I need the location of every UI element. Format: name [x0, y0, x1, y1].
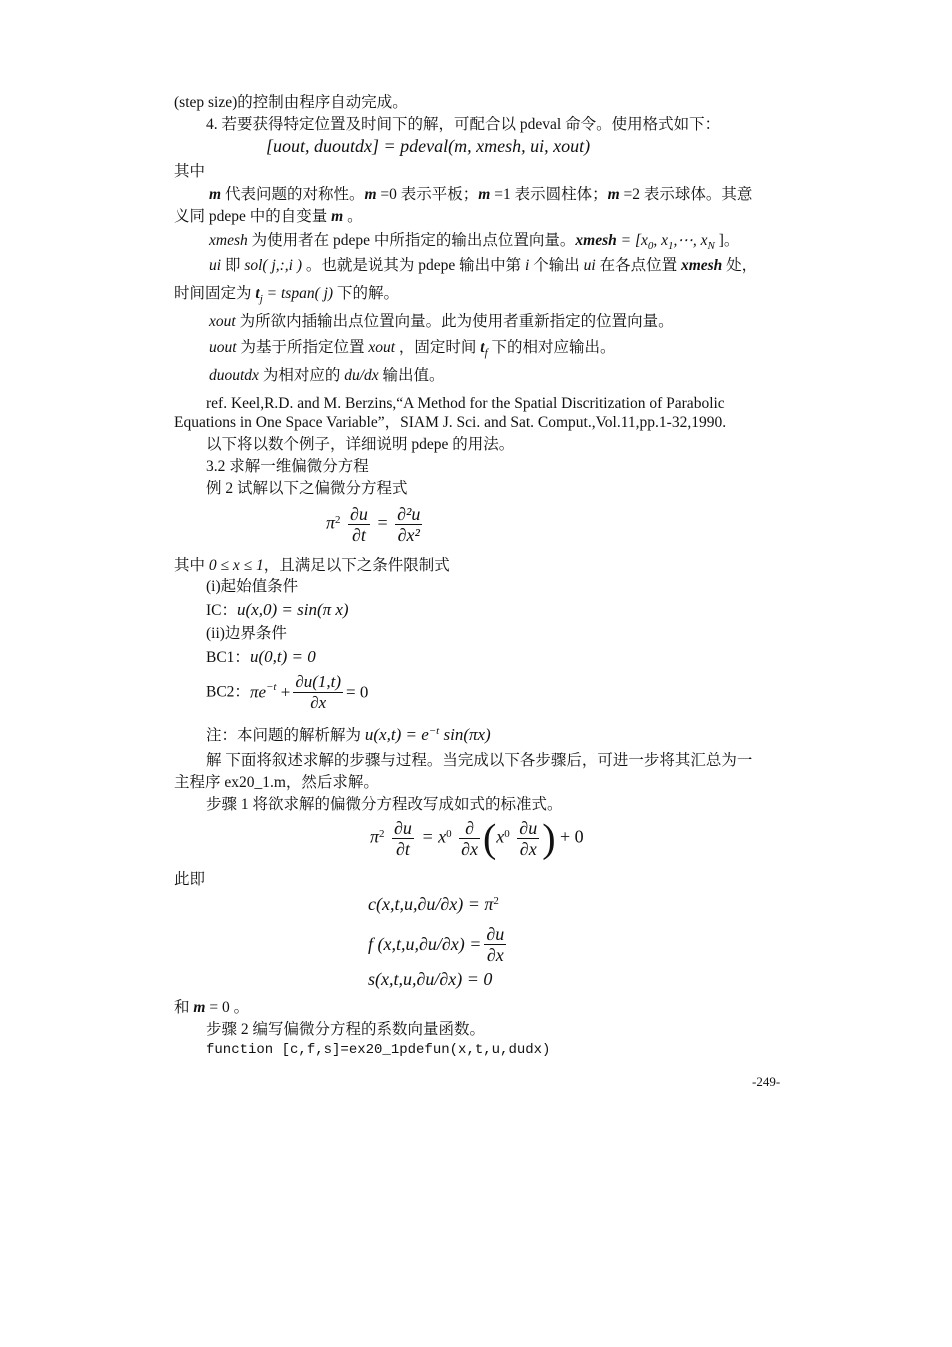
fraction-numerator: ∂u(1,t)	[295, 672, 342, 691]
math-var: m	[331, 208, 344, 225]
section-heading: 3.2 求解一维偏微分方程	[206, 458, 369, 475]
reference-line: ref. Keel,R.D. and M. Berzins,“A Method for the Spatial Discritization of Parabolic	[206, 395, 725, 412]
math-var: xout	[368, 339, 396, 356]
math-symbol: =	[377, 512, 388, 533]
right-paren: )	[542, 815, 556, 861]
f-definition	[368, 924, 509, 965]
text-line: (i)起始值条件	[206, 578, 299, 595]
text-span: ]。	[714, 232, 740, 249]
math-var: uout	[209, 339, 237, 356]
text-span: =2 表示球体。其意	[619, 186, 753, 203]
s-definition: s(x,t,u,∂u/∂x) = 0	[368, 969, 493, 989]
math-span: ,⋯, x	[673, 232, 708, 249]
fraction-denominator: ∂t	[392, 838, 414, 859]
math-sup: 0	[446, 827, 452, 840]
math-sub: j	[259, 293, 263, 305]
text-span: =0 表示平板；	[376, 186, 479, 203]
text-span: 。	[343, 208, 363, 225]
math-span: u(0,t) = 0	[249, 647, 316, 666]
text-span: BC1：	[206, 649, 250, 666]
text-span: 为所欲内插输出点位置向量。此为使用者重新指定的位置向量。	[235, 313, 674, 330]
pde-equation	[326, 504, 425, 545]
math-span: πe	[249, 682, 266, 702]
fraction-denominator: ∂x	[517, 838, 539, 859]
math-sup: 2	[493, 895, 499, 907]
math-var: i	[525, 257, 530, 274]
math-sup: −t	[428, 725, 440, 737]
math-symbol: π	[370, 826, 380, 847]
math-var: duoutdx	[209, 367, 259, 384]
text-span: 输出值。	[378, 367, 445, 384]
math-span: , x	[653, 232, 668, 249]
math-symbol: π	[326, 512, 336, 533]
reference-line: Equations in One Space Variable”，SIAM J. Sci. and Sat. Comput.,Vol.11,pp.1-32,1990.	[174, 414, 727, 431]
math-var: m	[193, 999, 206, 1016]
page-number: -249-	[752, 1074, 781, 1089]
text-span: 注：本问题的解析解为	[206, 727, 365, 744]
math-sup: −t	[266, 681, 277, 694]
text-span: IC：	[206, 602, 238, 619]
text-span: ，固定时间	[395, 339, 481, 356]
text-line: 主程序 ex20_1.m，然后求解。	[174, 774, 379, 791]
text-line	[209, 185, 752, 205]
math-var: sol	[244, 257, 263, 274]
math-var: xmesh	[209, 232, 248, 249]
text-line	[209, 338, 616, 359]
bc2-line	[206, 672, 368, 713]
fraction-numerator: ∂u	[519, 818, 538, 838]
fraction-denominator: ∂x	[484, 944, 506, 965]
math-span: = x	[421, 826, 447, 847]
math-sub: N	[707, 240, 715, 252]
math-span: + 0	[560, 826, 584, 847]
text-line: 以下将以数个例子，详细说明 pdepe 的用法。	[206, 436, 515, 453]
text-span: 下的相对应输出。	[487, 339, 616, 356]
math-var: m	[478, 186, 491, 203]
text-line	[174, 556, 450, 576]
math-var: x	[496, 826, 505, 847]
math-span: u(x,t) = e	[364, 725, 429, 744]
math-var: xmesh	[680, 257, 723, 274]
math-sup: 2	[379, 827, 385, 840]
fraction-denominator: ∂x²	[395, 524, 422, 545]
math-var: m	[209, 186, 222, 203]
text-line: (ii)边界条件	[206, 625, 287, 642]
math-var: xmesh	[575, 232, 617, 249]
math-symbol: +	[276, 682, 291, 702]
text-span: 义同 pdepe 中的自变量	[174, 208, 332, 225]
math-span: 0 ≤ x ≤ 1	[208, 557, 264, 574]
text-line	[174, 998, 249, 1018]
text-line	[206, 600, 349, 621]
text-span: 下的解。	[333, 285, 399, 302]
text-span: 为相对应的	[258, 367, 345, 384]
step-heading: 步骤 2 编写偏微分方程的系数向量函数。	[206, 1021, 486, 1038]
text-span: 为使用者在 pdepe 中所指定的输出点位置向量。	[247, 232, 576, 249]
text-line	[209, 312, 674, 332]
pdeval-equation: [uout, duoutdx] = pdeval(m, xmesh, ui, xout)	[266, 136, 591, 156]
step-heading: 步骤 1 将欲求解的偏微分方程改写成如式的标准式。	[206, 796, 563, 813]
text-line: 4. 若要获得特定位置及时间下的解，可配合以 pdeval 命令。使用格式如下：	[206, 116, 721, 133]
example-heading: 例 2 试解以下之偏微分方程式	[206, 480, 408, 497]
math-var: m	[364, 186, 377, 203]
fraction	[395, 504, 422, 545]
standard-form-equation	[370, 815, 584, 861]
text-span: 处，	[722, 257, 758, 274]
math-var: t	[480, 339, 485, 356]
math-span: u(x,0) = sin(π x)	[237, 600, 349, 619]
math-var: ui	[209, 257, 222, 274]
math-sub: f	[484, 347, 488, 359]
text-span: 和	[174, 999, 194, 1016]
fraction	[459, 818, 480, 859]
text-span: 即	[221, 257, 245, 274]
fraction-numerator: ∂²u	[397, 504, 421, 524]
fraction-numerator: ∂u	[394, 818, 412, 838]
math-span: f (x,t,u,∂u/∂x) =	[368, 934, 482, 954]
math-span: = tspan( j)	[262, 285, 334, 302]
math-sup: 2	[335, 513, 341, 526]
math-sub: 1	[668, 240, 674, 252]
code-line: function [c,f,s]=ex20_1pdefun(x,t,u,dudx)	[206, 1042, 551, 1058]
math-sup: 0	[504, 827, 510, 840]
left-paren: (	[482, 815, 497, 861]
math-span: c(x,t,u,∂u/∂x) = π	[368, 894, 494, 914]
text-line	[209, 256, 757, 276]
text-line	[209, 366, 445, 386]
math-span: sin(πx)	[439, 725, 491, 744]
math-span: ( j,:,i )	[262, 257, 303, 274]
fraction-denominator: ∂x	[293, 692, 343, 713]
text-span: ，且满足以下之条件限制式	[263, 557, 450, 574]
text-line: (step size)的控制由程序自动完成。	[174, 94, 408, 111]
math-var: du/dx	[344, 367, 379, 384]
fraction-numerator: ∂u	[350, 504, 368, 524]
math-var: ui	[583, 257, 596, 274]
text-line	[174, 207, 363, 227]
fraction	[517, 818, 539, 859]
math-span: = [x	[616, 232, 648, 249]
text-span: 为基于所指定位置	[236, 339, 369, 356]
text-span: = 0 。	[205, 999, 250, 1016]
math-sub: 0	[647, 240, 654, 252]
fraction	[293, 672, 343, 713]
text-span: 其中	[174, 557, 209, 574]
text-line: 其中	[174, 163, 206, 180]
text-span: 代表问题的对称性。	[221, 186, 365, 203]
math-symbol: = 0	[346, 682, 369, 702]
text-span: 。也就是说其为 pdepe 输出中第	[302, 257, 526, 274]
text-line	[206, 725, 491, 747]
text-span: BC2：	[206, 683, 250, 701]
fraction	[484, 924, 506, 965]
text-span: 时间固定为	[174, 285, 256, 302]
fraction-numerator: ∂u	[486, 924, 505, 944]
text-line	[209, 231, 739, 252]
fraction	[348, 504, 370, 545]
fraction-denominator: ∂t	[348, 524, 370, 545]
math-var: m	[607, 186, 620, 203]
text-line	[206, 647, 316, 668]
math-var: xout	[209, 313, 236, 330]
text-span: =1 表示圆柱体；	[490, 186, 608, 203]
text-line: 此即	[174, 871, 206, 888]
fraction-denominator: ∂x	[461, 839, 478, 859]
text-span: 个输出	[529, 257, 584, 274]
math-var: t	[255, 285, 260, 302]
text-line: 解 下面将叙述求解的步骤与过程。当完成以下各步骤后，可进一步将其汇总为一	[206, 752, 753, 769]
c-definition	[368, 894, 499, 915]
text-line	[174, 284, 399, 305]
text-span: 在各点位置	[595, 257, 681, 274]
fraction-numerator: ∂	[465, 818, 474, 838]
fraction	[392, 818, 414, 859]
